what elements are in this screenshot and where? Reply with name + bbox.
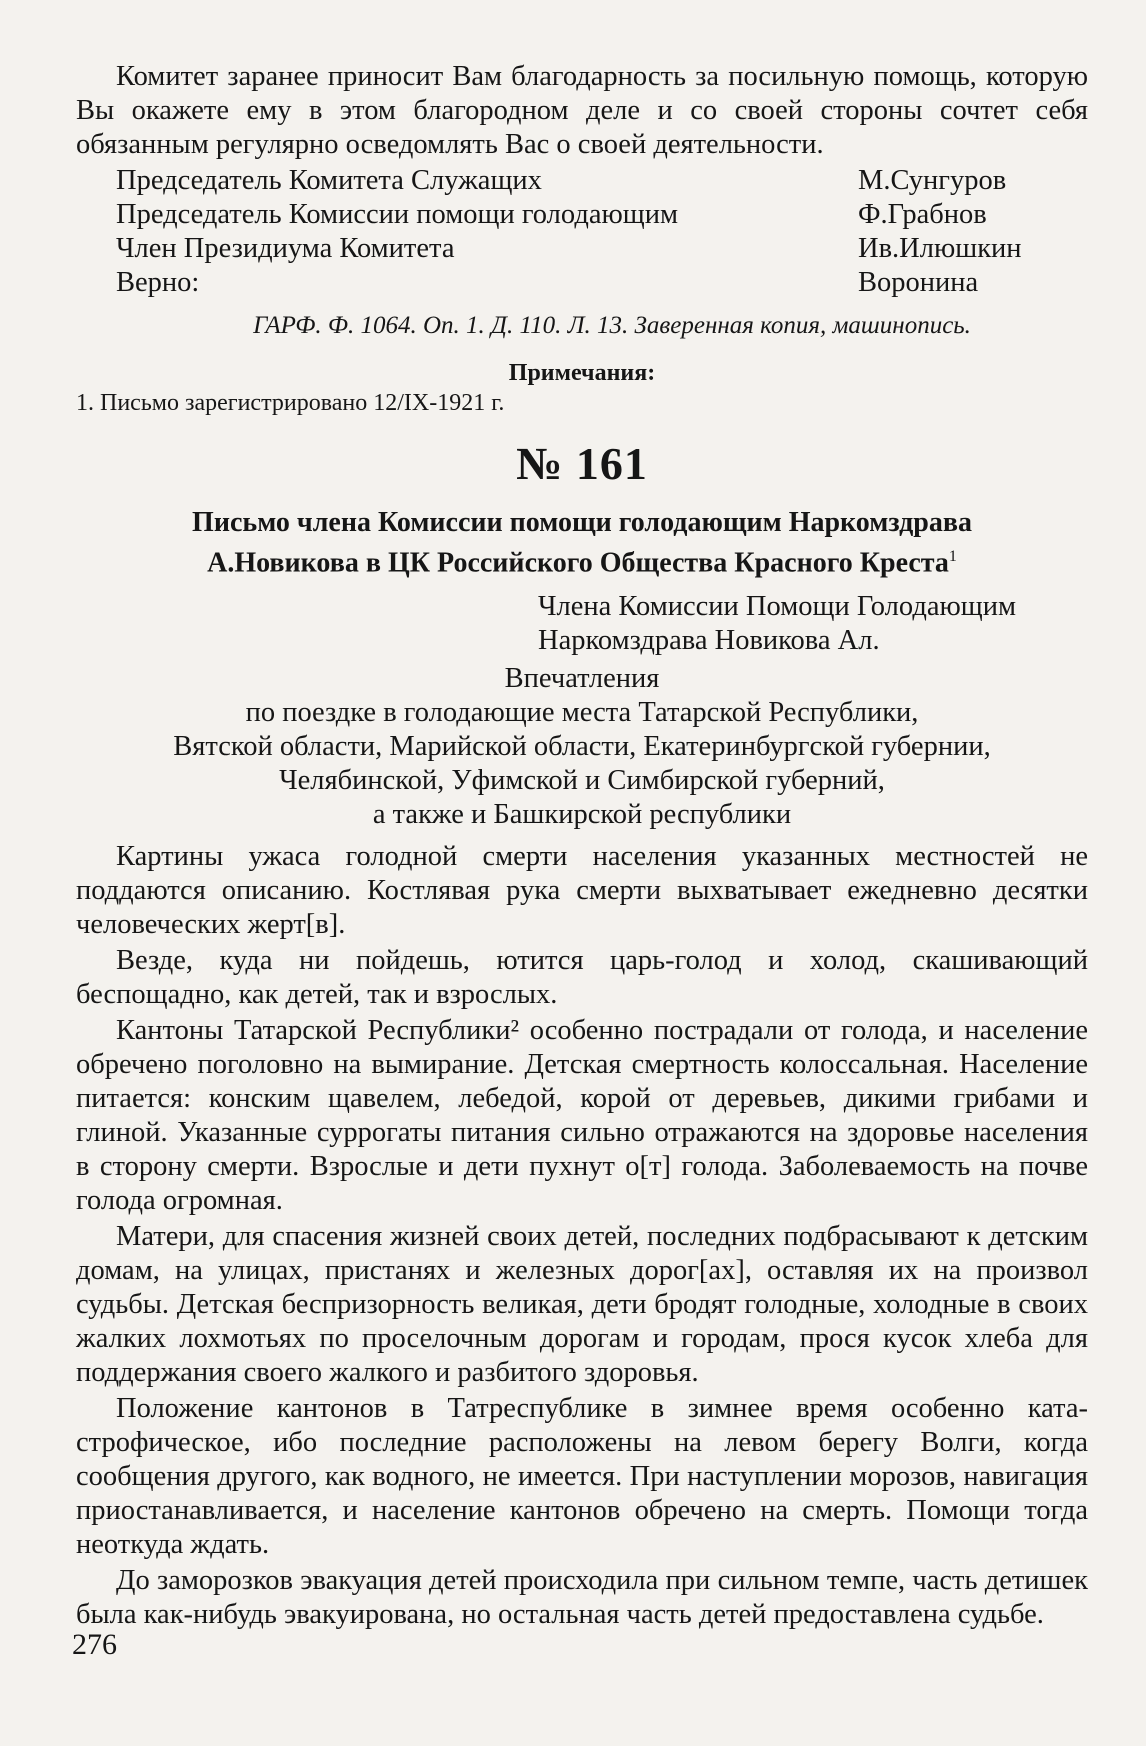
author-line: Наркомздрава Новикова Ал. bbox=[538, 625, 880, 657]
impressions-line: по поездке в голодающие места Татарской Республики, bbox=[245, 697, 919, 729]
signature-title: Председатель Комитета Служащих bbox=[116, 165, 542, 196]
letter-body bbox=[76, 840, 1088, 1632]
impressions-subtitle bbox=[76, 696, 1088, 832]
impressions-line: а также и Башкирской республики bbox=[372, 799, 792, 831]
author-line: Члена Комиссии Помощи Голодающим bbox=[538, 591, 1017, 623]
archive-source: ГАРФ. Ф. 1064. Оп. 1. Д. 110. Л. 13. Заверенная копия, машинопись. bbox=[253, 312, 971, 339]
intro-paragraph: Комитет заранее приносит Вам благодарность за посильную помощь, которую Вы окажете ему в этом благородном деле и со своей стороны сочтет себя обязанным регулярно осведомлять Вас о своей деятельности. bbox=[76, 61, 1088, 160]
signature-name: Ф.Грабнов bbox=[858, 199, 987, 230]
document-title-line-2 bbox=[76, 540, 1088, 580]
document-number: № 161 bbox=[516, 438, 648, 489]
footnote-marker: 1 bbox=[948, 548, 957, 565]
signatures-block bbox=[76, 164, 1088, 300]
signature-name: Воронина bbox=[858, 267, 979, 298]
impressions-line: Вятской области, Марийской области, Екатеринбургской губернии, bbox=[173, 731, 991, 763]
document-title-line: Письмо члена Комиссии помощи голодающим Наркомздрава bbox=[192, 507, 972, 538]
body-paragraph: Положение кантонов в Татреспублике в зимнее время особенно катастрофическое, ибо последние расположены на левом берегу Волги, когда сообщения другого, как водного, не имеется. При наступлении морозов, навигация приостанавливается, и население кантонов обречено на смерть. Помощи тогда неоткуда ждать. bbox=[76, 1393, 1088, 1561]
document-title-text: А.Новикова в ЦК Российского Общества Красного Креста bbox=[207, 547, 949, 579]
body-paragraph: Кантоны Татарской Республики² особенно пострадали от голода, и население обречено поголовно на вымирание. Детская смертность колоссальная. Население питается: конским щавелем, лебедой, корой от деревьев, дикими грибами и глиной. Указанные суррогаты питания сильно отражаются на здоровье населения в сторону смерти. Взрослые и дети пухнут о[т] голода. Заболеваемость на почве голода огромная. bbox=[76, 1015, 1088, 1217]
signature-row bbox=[76, 164, 1088, 198]
notes-heading: Примечания: bbox=[508, 360, 656, 386]
signature-name: М.Сунгуров bbox=[858, 165, 1007, 196]
body-paragraph: Везде, куда ни пойдешь, ютится царь-голод и холод, скашивающий беспощадно, как детей, так и взрослых. bbox=[76, 945, 1088, 1011]
body-paragraph: Картины ужаса голодной смерти населения указанных местностей не поддаются описанию. Костлявая рука смерти выхватывает ежедневно десятки человеческих жерт[в]. bbox=[76, 841, 1088, 941]
impressions-title: Впечатления bbox=[504, 663, 660, 695]
signature-name: Ив.Илюшкин bbox=[858, 233, 1022, 264]
signature-row bbox=[76, 232, 1088, 266]
author-block bbox=[76, 590, 1088, 658]
document-title bbox=[76, 506, 1088, 580]
body-paragraph: Матери, для спасения жизней своих детей, последних подбрасывают к детским домам, на улицах, пристанях и железных дорог[ах], оставляя их на произвол судьбы. Детская беспризорность великая, дети бродят голодные, холодные в своих жалких лохмотьях по проселочным дорогам и городам, прося кусок хлеба для поддержания своего жалкого и разбитого здоровья. bbox=[76, 1221, 1088, 1389]
signature-row bbox=[76, 266, 1088, 300]
signature-title: Председатель Комиссии помощи голодающим bbox=[116, 199, 678, 230]
signature-title: Верно: bbox=[116, 267, 200, 298]
note-item: 1. Письмо зарегистрировано 12/IX-1921 г. bbox=[76, 390, 505, 416]
body-paragraph: До заморозков эвакуация детей происходила при сильном темпе, часть детишек была как-нибудь эвакуирована, но остальная часть детей предоставлена судьбе. bbox=[76, 1565, 1088, 1631]
author-lines bbox=[538, 590, 1088, 658]
signature-title: Член Президиума Комитета bbox=[116, 233, 455, 264]
impressions-line: Челябинской, Уфимской и Симбирской губерний, bbox=[279, 765, 885, 797]
signature-row bbox=[76, 198, 1088, 232]
page-number: 276 bbox=[72, 1628, 117, 1661]
